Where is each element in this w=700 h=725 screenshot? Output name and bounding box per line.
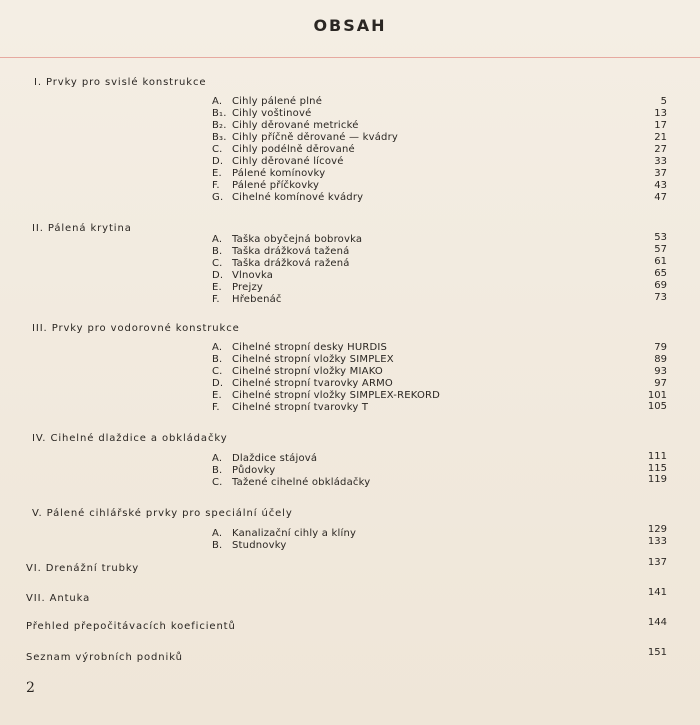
entry-letter: F. <box>212 180 220 191</box>
toc-entry <box>212 234 362 245</box>
entry-letter: G. <box>212 192 224 203</box>
entry-letter: A. <box>212 453 223 464</box>
entry-letter: D. <box>212 378 224 389</box>
toc-entry <box>212 540 286 551</box>
entry-label: Taška obyčejná bobrovka <box>232 234 363 245</box>
entry-label: Taška drážková tažená <box>232 246 350 257</box>
toc-entry <box>212 366 383 377</box>
entry-page: 37 <box>654 168 667 179</box>
entry-letter: A. <box>212 528 223 539</box>
entry-letter: C. <box>212 258 223 269</box>
entry-page: 105 <box>647 401 667 412</box>
section-title: VII. Antuka <box>26 593 91 604</box>
entry-label: Cihelné stropní tvarovky T <box>232 402 369 413</box>
entry-label: Cihelné stropní vložky SIMPLEX-REKORD <box>232 390 441 401</box>
toc-entry <box>212 180 319 191</box>
section-title: III. Prvky pro vodorovné konstrukce <box>32 323 240 334</box>
entry-page: 5 <box>660 96 667 107</box>
entry-page: 111 <box>647 451 667 462</box>
entry-letter: B₃. <box>212 132 227 143</box>
entry-page: 61 <box>654 256 667 267</box>
section-title: Přehled přepočitávacích koeficientů <box>26 621 236 632</box>
entry-label: Cihly děrované lícové <box>232 156 344 167</box>
entry-page: 33 <box>654 156 667 167</box>
toc-entry <box>212 156 344 167</box>
section-title: V. Pálené cihlářské prvky pro speciální účely <box>32 508 293 519</box>
entry-page: 73 <box>654 292 667 303</box>
section-title: II. Pálená krytina <box>32 223 132 234</box>
entry-page: 137 <box>647 557 667 568</box>
entry-page: 27 <box>654 144 667 155</box>
entry-page: 115 <box>647 463 667 474</box>
entry-label: Dlaždice stájová <box>232 453 318 464</box>
entry-page: 21 <box>654 132 667 143</box>
entry-letter: B. <box>212 246 223 257</box>
entry-label: Vlnovka <box>232 270 274 281</box>
entry-letter: E. <box>212 282 222 293</box>
entry-page: 144 <box>647 617 667 628</box>
entry-label: Prejzy <box>232 282 264 293</box>
toc-entry <box>212 144 355 155</box>
entry-letter: F. <box>212 402 220 413</box>
entry-label: Cihelné komínové kvádry <box>232 192 364 203</box>
entry-label: Kanalizační cihly a klíny <box>232 528 357 539</box>
entry-page: 79 <box>654 342 667 353</box>
toc-entry <box>212 390 440 401</box>
toc-entry <box>212 96 322 107</box>
entry-letter: C. <box>212 477 223 488</box>
entry-letter: B. <box>212 540 223 551</box>
entry-page: 53 <box>654 232 667 243</box>
toc-entry <box>212 342 387 353</box>
entry-page: 65 <box>654 268 667 279</box>
section-title: Seznam výrobních podniků <box>26 652 183 663</box>
entry-label: Cihly voštinové <box>232 108 312 119</box>
entry-page: 133 <box>647 536 667 547</box>
entry-label: Taška drážková ražená <box>232 258 350 269</box>
entry-letter: B. <box>212 354 223 365</box>
toc-entry <box>212 168 325 179</box>
header-rule <box>0 57 700 58</box>
entry-label: Studnovky <box>232 540 287 551</box>
entry-label: Hřebenáč <box>232 294 282 305</box>
entry-letter: C. <box>212 366 223 377</box>
entry-page: 141 <box>647 587 667 598</box>
entry-page: 13 <box>654 108 667 119</box>
entry-letter: F. <box>212 294 220 305</box>
entry-letter: A. <box>212 96 223 107</box>
entry-page: 119 <box>647 474 667 485</box>
toc-entry <box>212 477 370 488</box>
section-title: I. Prvky pro svislé konstrukce <box>34 77 207 88</box>
entry-page: 151 <box>647 647 667 658</box>
toc-entry <box>212 453 317 464</box>
entry-letter: D. <box>212 270 224 281</box>
entry-letter: C. <box>212 144 223 155</box>
toc-entry <box>212 354 394 365</box>
toc-entry <box>212 192 363 203</box>
entry-page: 129 <box>647 524 667 535</box>
entry-label: Cihly příčně děrované — kvádry <box>232 132 398 143</box>
entry-page: 17 <box>654 120 667 131</box>
entry-letter: B₁. <box>212 108 227 119</box>
entry-label: Cihelné stropní vložky SIMPLEX <box>232 354 394 365</box>
entry-page: 93 <box>654 366 667 377</box>
section-title: VI. Drenážní trubky <box>26 563 140 574</box>
entry-letter: B₂. <box>212 120 227 131</box>
entry-page: 97 <box>654 378 667 389</box>
entry-letter: A. <box>212 234 223 245</box>
toc-entry <box>212 270 273 281</box>
entry-label: Cihly podélně děrované <box>232 144 355 155</box>
entry-letter: B. <box>212 465 223 476</box>
section-title: IV. Cihelné dlaždice a obkládačky <box>32 433 228 444</box>
entry-label: Pálené příčkovky <box>232 180 320 191</box>
toc-entry <box>212 120 359 131</box>
toc-entry <box>212 465 275 476</box>
entry-label: Tažené cihelné obkládačky <box>232 477 371 488</box>
toc-entry <box>212 402 368 413</box>
entry-page: 43 <box>654 180 667 191</box>
page-number: 2 <box>26 680 35 696</box>
toc-entry <box>212 378 393 389</box>
entry-page: 89 <box>654 354 667 365</box>
entry-letter: E. <box>212 390 222 401</box>
entry-page: 101 <box>647 390 667 401</box>
entry-letter: A. <box>212 342 223 353</box>
toc-entry <box>212 294 282 305</box>
entry-label: Cihly děrované metrické <box>232 120 359 131</box>
entry-label: Cihly pálené plné <box>232 96 323 107</box>
toc-entry <box>212 132 398 143</box>
entry-letter: D. <box>212 156 224 167</box>
toc-entry <box>212 258 350 269</box>
entry-label: Půdovky <box>232 465 276 476</box>
toc-entry <box>212 108 311 119</box>
page-title: OBSAH <box>313 16 387 35</box>
entry-page: 69 <box>654 280 667 291</box>
entry-label: Cihelné stropní vložky MIAKO <box>232 366 383 377</box>
entry-letter: E. <box>212 168 222 179</box>
toc-entry <box>212 528 356 539</box>
toc-entry <box>212 246 349 257</box>
entry-label: Cihelné stropní desky HURDIS <box>232 342 388 353</box>
entry-page: 47 <box>654 192 667 203</box>
entry-label: Pálené komínovky <box>232 168 326 179</box>
entry-page: 57 <box>654 244 667 255</box>
toc-entry <box>212 282 263 293</box>
entry-label: Cihelné stropní tvarovky ARMO <box>232 378 393 389</box>
